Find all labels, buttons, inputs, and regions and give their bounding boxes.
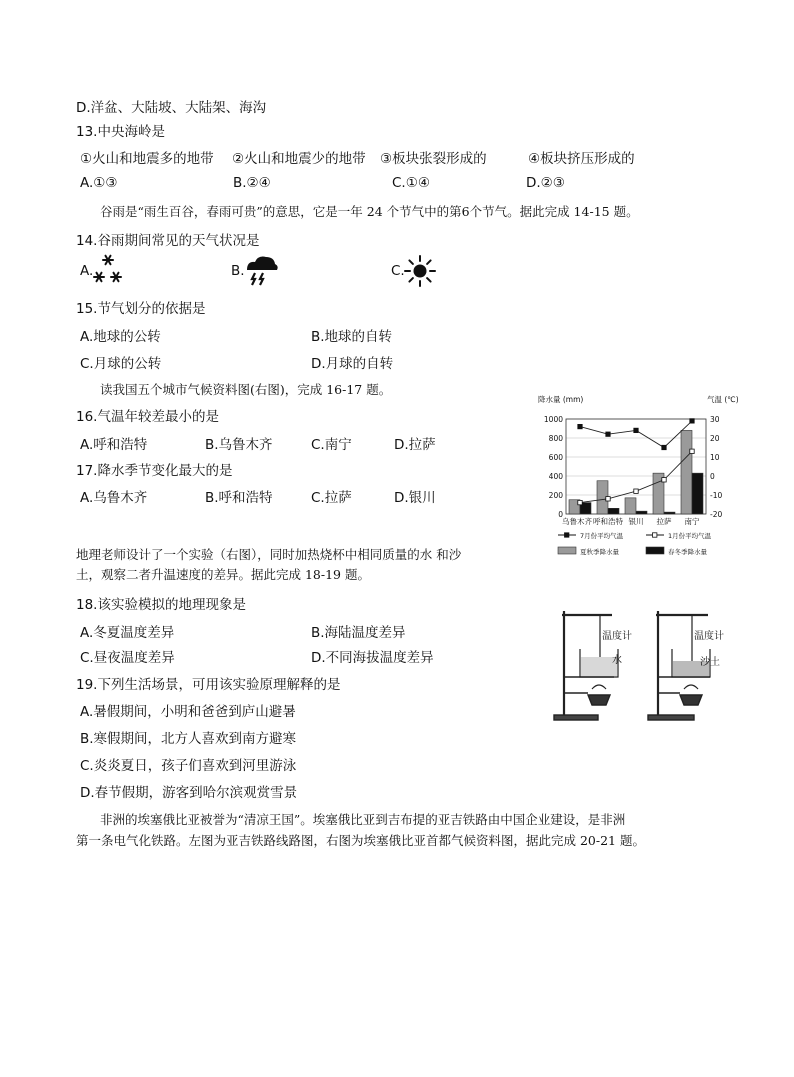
chart-y2label: 气温 (℃) xyxy=(707,395,739,404)
legend-label: 1月份平均气温 xyxy=(668,532,712,540)
intro-climate: 读我国五个城市气候资料图(右图)，完成 16-17 题。 xyxy=(100,382,392,397)
y2-tick-label: -20 xyxy=(710,510,723,519)
q18-stem: 18.该实验模拟的地理现象是 xyxy=(76,597,246,613)
q13-item-2: ②火山和地震少的地带 xyxy=(232,151,366,167)
y2-tick-label: 20 xyxy=(710,434,720,443)
point-january-temp xyxy=(662,478,666,482)
x-tick-label: 拉萨 xyxy=(656,517,672,526)
thermometer-label-right: 温度计 xyxy=(694,631,724,642)
intro-ethiopia-2: 第一条电气化铁路。左图为亚吉铁路线路图，右图为埃塞俄比亚首都气候资料图，据此完成 20-21 题。 xyxy=(76,833,645,848)
q19-option-a[interactable]: A.暑假期间，小明和爸爸到庐山避暑 xyxy=(80,704,296,720)
q15-option-c[interactable]: C.月球的公转 xyxy=(80,356,162,372)
q16-option-d[interactable]: D.拉萨 xyxy=(394,437,436,453)
q13-stem: 13.中央海岭是 xyxy=(76,124,165,140)
q18-option-b[interactable]: B.海陆温度差异 xyxy=(311,625,406,641)
q15-option-d[interactable]: D.月球的自转 xyxy=(311,356,394,372)
y-tick-label: 600 xyxy=(548,453,563,462)
q13-item-1: ①火山和地震多的地带 xyxy=(80,151,214,167)
point-july-temp xyxy=(690,419,694,423)
q14-option-c[interactable]: C. xyxy=(391,263,405,279)
y2-tick-label: 30 xyxy=(710,415,720,424)
q15-option-b[interactable]: B.地球的自转 xyxy=(311,329,393,345)
q17-option-a[interactable]: A.乌鲁木齐 xyxy=(80,490,148,506)
bar-spring-winter-precip xyxy=(608,508,619,514)
legend-label: 7月份平均气温 xyxy=(580,532,624,540)
climate-chart xyxy=(536,392,752,564)
q17-option-d[interactable]: D.银川 xyxy=(394,490,436,506)
bar-spring-winter-precip xyxy=(692,473,703,514)
q16-option-c[interactable]: C.南宁 xyxy=(311,437,352,453)
point-january-temp xyxy=(690,449,694,453)
water-label: 水 xyxy=(612,655,622,666)
x-tick-label: 呼和浩特 xyxy=(593,517,623,526)
sand-label: 沙土 xyxy=(700,657,720,668)
q14-option-a[interactable]: A. xyxy=(80,263,94,279)
y2-tick-label: 10 xyxy=(710,453,720,462)
point-july-temp xyxy=(662,445,666,449)
q15-option-a[interactable]: A.地球的公转 xyxy=(80,329,161,345)
legend-marker xyxy=(565,533,569,537)
bar-spring-winter-precip xyxy=(636,511,647,514)
sun-icon xyxy=(404,255,436,287)
y-tick-label: 800 xyxy=(548,434,563,443)
legend-bar-swatch xyxy=(646,547,664,554)
legend-label: 春冬季降水量 xyxy=(668,548,707,556)
q17-option-b[interactable]: B.呼和浩特 xyxy=(205,490,273,506)
q14-option-b[interactable]: B. xyxy=(231,263,245,279)
q15-stem: 15.节气划分的依据是 xyxy=(76,301,206,317)
bar-spring-winter-precip xyxy=(664,512,675,514)
y-tick-label: 200 xyxy=(548,491,563,500)
point-january-temp xyxy=(578,500,582,504)
point-july-temp xyxy=(634,428,638,432)
intro-experiment-1: 地理老师设计了一个实验（右图），同时加热烧杯中相同质量的水 和沙 xyxy=(76,547,462,562)
q17-option-c[interactable]: C.拉萨 xyxy=(311,490,352,506)
intro-ethiopia-1: 非洲的埃塞俄比亚被誉为“清凉王国”。埃塞俄比亚到吉布提的亚吉铁路由中国企业建设，是非洲 xyxy=(100,812,626,827)
q18-option-c[interactable]: C.昼夜温度差异 xyxy=(80,650,175,666)
q19-option-b[interactable]: B.寒假期间，北方人喜欢到南方避寒 xyxy=(80,731,297,747)
x-tick-label: 乌鲁木齐 xyxy=(562,517,592,526)
intro-experiment-2: 土，观察二者升温速度的差异。据此完成 18-19 题。 xyxy=(76,567,370,582)
intro-guyu: 谷雨是“雨生百谷，春雨可贵”的意思，它是一年 24 个节气中的第6个节气。据此完成 14-15 题。 xyxy=(100,204,639,219)
q13-option-a[interactable]: A.①③ xyxy=(80,175,118,191)
q13-option-c[interactable]: C.①④ xyxy=(392,175,430,191)
bar-summer-autumn-precip xyxy=(681,430,692,514)
legend-label: 夏秋季降水量 xyxy=(580,548,619,556)
thermometer-label-left: 温度计 xyxy=(602,631,632,642)
q13-option-d[interactable]: D.②③ xyxy=(526,175,565,191)
y-tick-label: 0 xyxy=(558,510,563,519)
y-tick-label: 1000 xyxy=(543,415,563,424)
q18-option-d[interactable]: D.不同海拔温度差异 xyxy=(311,650,434,666)
legend-marker xyxy=(653,533,657,537)
point-july-temp xyxy=(578,424,582,428)
q13-item-4: ④板块挤压形成的 xyxy=(528,151,635,167)
q14-stem: 14.谷雨期间常见的天气状况是 xyxy=(76,233,260,249)
q19-stem: 19.下列生活场景，可用该实验原理解释的是 xyxy=(76,677,341,693)
q12-option-d: D.洋盆、大陆坡、大陆架、海沟 xyxy=(76,100,267,116)
heating-experiment-diagram xyxy=(552,605,742,723)
legend-bar-swatch xyxy=(558,547,576,554)
x-tick-label: 南宁 xyxy=(684,517,700,526)
y2-tick-label: 0 xyxy=(710,472,715,481)
q19-option-d[interactable]: D.春节假期，游客到哈尔滨观赏雪景 xyxy=(80,785,298,801)
line-july-temp xyxy=(580,421,692,448)
q16-option-b[interactable]: B.乌鲁木齐 xyxy=(205,437,273,453)
point-january-temp xyxy=(606,497,610,501)
point-july-temp xyxy=(606,432,610,436)
q17-stem: 17.降水季节变化最大的是 xyxy=(76,463,233,479)
q16-option-a[interactable]: A.呼和浩特 xyxy=(80,437,148,453)
q13-option-b[interactable]: B.②④ xyxy=(233,175,271,191)
point-january-temp xyxy=(634,489,638,493)
stand-left xyxy=(554,611,618,720)
x-tick-label: 银川 xyxy=(628,517,644,526)
q19-option-c[interactable]: C.炎炎夏日，孩子们喜欢到河里游泳 xyxy=(80,758,297,774)
q16-stem: 16.气温年较差最小的是 xyxy=(76,409,219,425)
bar-summer-autumn-precip xyxy=(625,498,636,514)
y-tick-label: 400 xyxy=(548,472,563,481)
chart-ylabel: 降水量 (mm) xyxy=(538,395,584,404)
snow-icon xyxy=(92,254,124,286)
thunderstorm-icon xyxy=(244,254,280,286)
y2-tick-label: -10 xyxy=(710,491,723,500)
q13-item-3: ③板块张裂形成的 xyxy=(380,151,487,167)
q18-option-a[interactable]: A.冬夏温度差异 xyxy=(80,625,175,641)
